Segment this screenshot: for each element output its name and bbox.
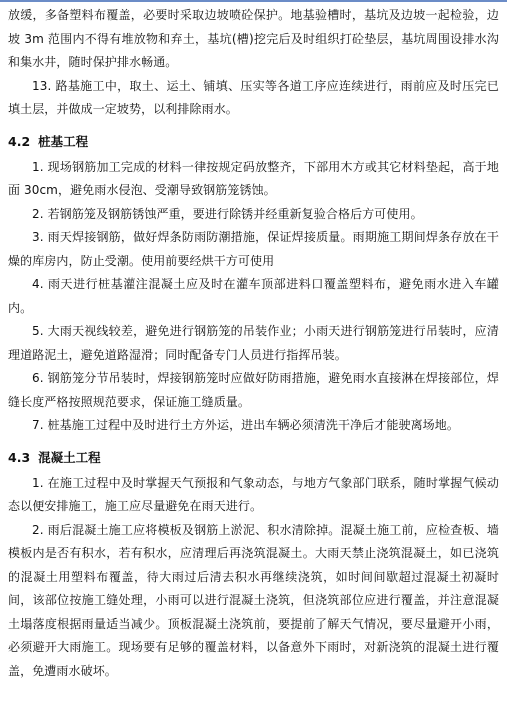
section-number: 4.2 [8,133,31,149]
section-heading-4-2 [8,132,499,152]
section-heading-4-3 [8,448,499,468]
section-number: 4.3 [8,449,31,465]
section-title: 混凝土工程 [38,449,101,465]
list-item: 7. 桩基施工过程中及时进行土方外运，进出车辆必须清洗干净后才能驶离场地。 [32,418,459,432]
list-item: 4. 雨天进行桩基灌注混凝土应及时在灌车顶部进料口覆盖塑料布，避免雨水进入车罐内。 [8,277,499,315]
list-item: 1. 在施工过程中及时掌握天气预报和气象动态，与地方气象部门联系，随时掌握气候动态以便安排施工，施工应尽量避免在雨天进行。 [8,475,499,513]
list-item: 2. 若钢筋笼及钢筋锈蚀严重，要进行除锈并经重新复验合格后方可使用。 [32,206,423,221]
paragraph-top-continuation: 放缓，多备塑料布覆盖，必要时采取边坡喷砼保护。地基验槽时，基坑及边坡一起检验，边坡 3m 范围内不得有堆放物和弃土，基坑(槽)挖完后及时组织打砼垫层，基坑周围设排水沟和集水井，随时保护排水畅通。 [8,8,499,69]
section-title: 桩基工程 [38,133,89,149]
list-item: 5. 大雨天视线较差，避免进行钢筋笼的吊装作业；小雨天进行钢筋笼进行吊装时，应清理道路泥土，避免道路湿滑；同时配备专门人员进行指挥吊装。 [8,324,499,362]
list-item: 2. 雨后混凝土施工应将模板及钢筋上淤泥、积水清除掉。混凝土施工前，应检查板、墙模板内是否有积水，若有积水，应清理后再浇筑混凝土。大雨天禁止浇筑混凝土，如已浇筑的混凝土用塑料布覆盖，待大雨过后清去积水再继续浇筑，如时间间歇超过混凝土初凝时间，该部位按施工缝处理，小雨可以进行混凝土浇筑，但浇筑部位应进行覆盖，并注意混凝土塌落度根据雨量适当减少。顶板混凝土浇筑前，要提前了解天气情况，要尽量避开小雨，必须避开大雨施工。现场要有足够的覆盖材料，以备意外下雨时，对新浇筑的混凝土进行覆盖，免遭雨水破坏。 [8,522,499,678]
top-rule [0,0,507,2]
list-item: 1. 现场钢筋加工完成的材料一律按规定码放整齐，下部用木方或其它材料垫起，高于地面 30cm，避免雨水侵泡、受潮导致钢筋笼锈蚀。 [8,159,499,197]
paragraph-item-13: 13. 路基施工中，取土、运土、铺填、压实等各道工序应连续进行，雨前应及时压完已填土层，并做成一定坡势，以利排除雨水。 [8,78,499,116]
list-item: 6. 钢筋笼分节吊装时，焊接钢筋笼时应做好防雨措施，避免雨水直接淋在焊接部位，焊缝长度严格按照规范要求，保证施工缝质量。 [8,371,499,409]
list-item: 3. 雨天焊接钢筋，做好焊条防雨防潮措施，保证焊接质量。雨期施工期间焊条存放在干燥的库房内，防止受潮。使用前要经烘干方可使用 [8,230,499,268]
